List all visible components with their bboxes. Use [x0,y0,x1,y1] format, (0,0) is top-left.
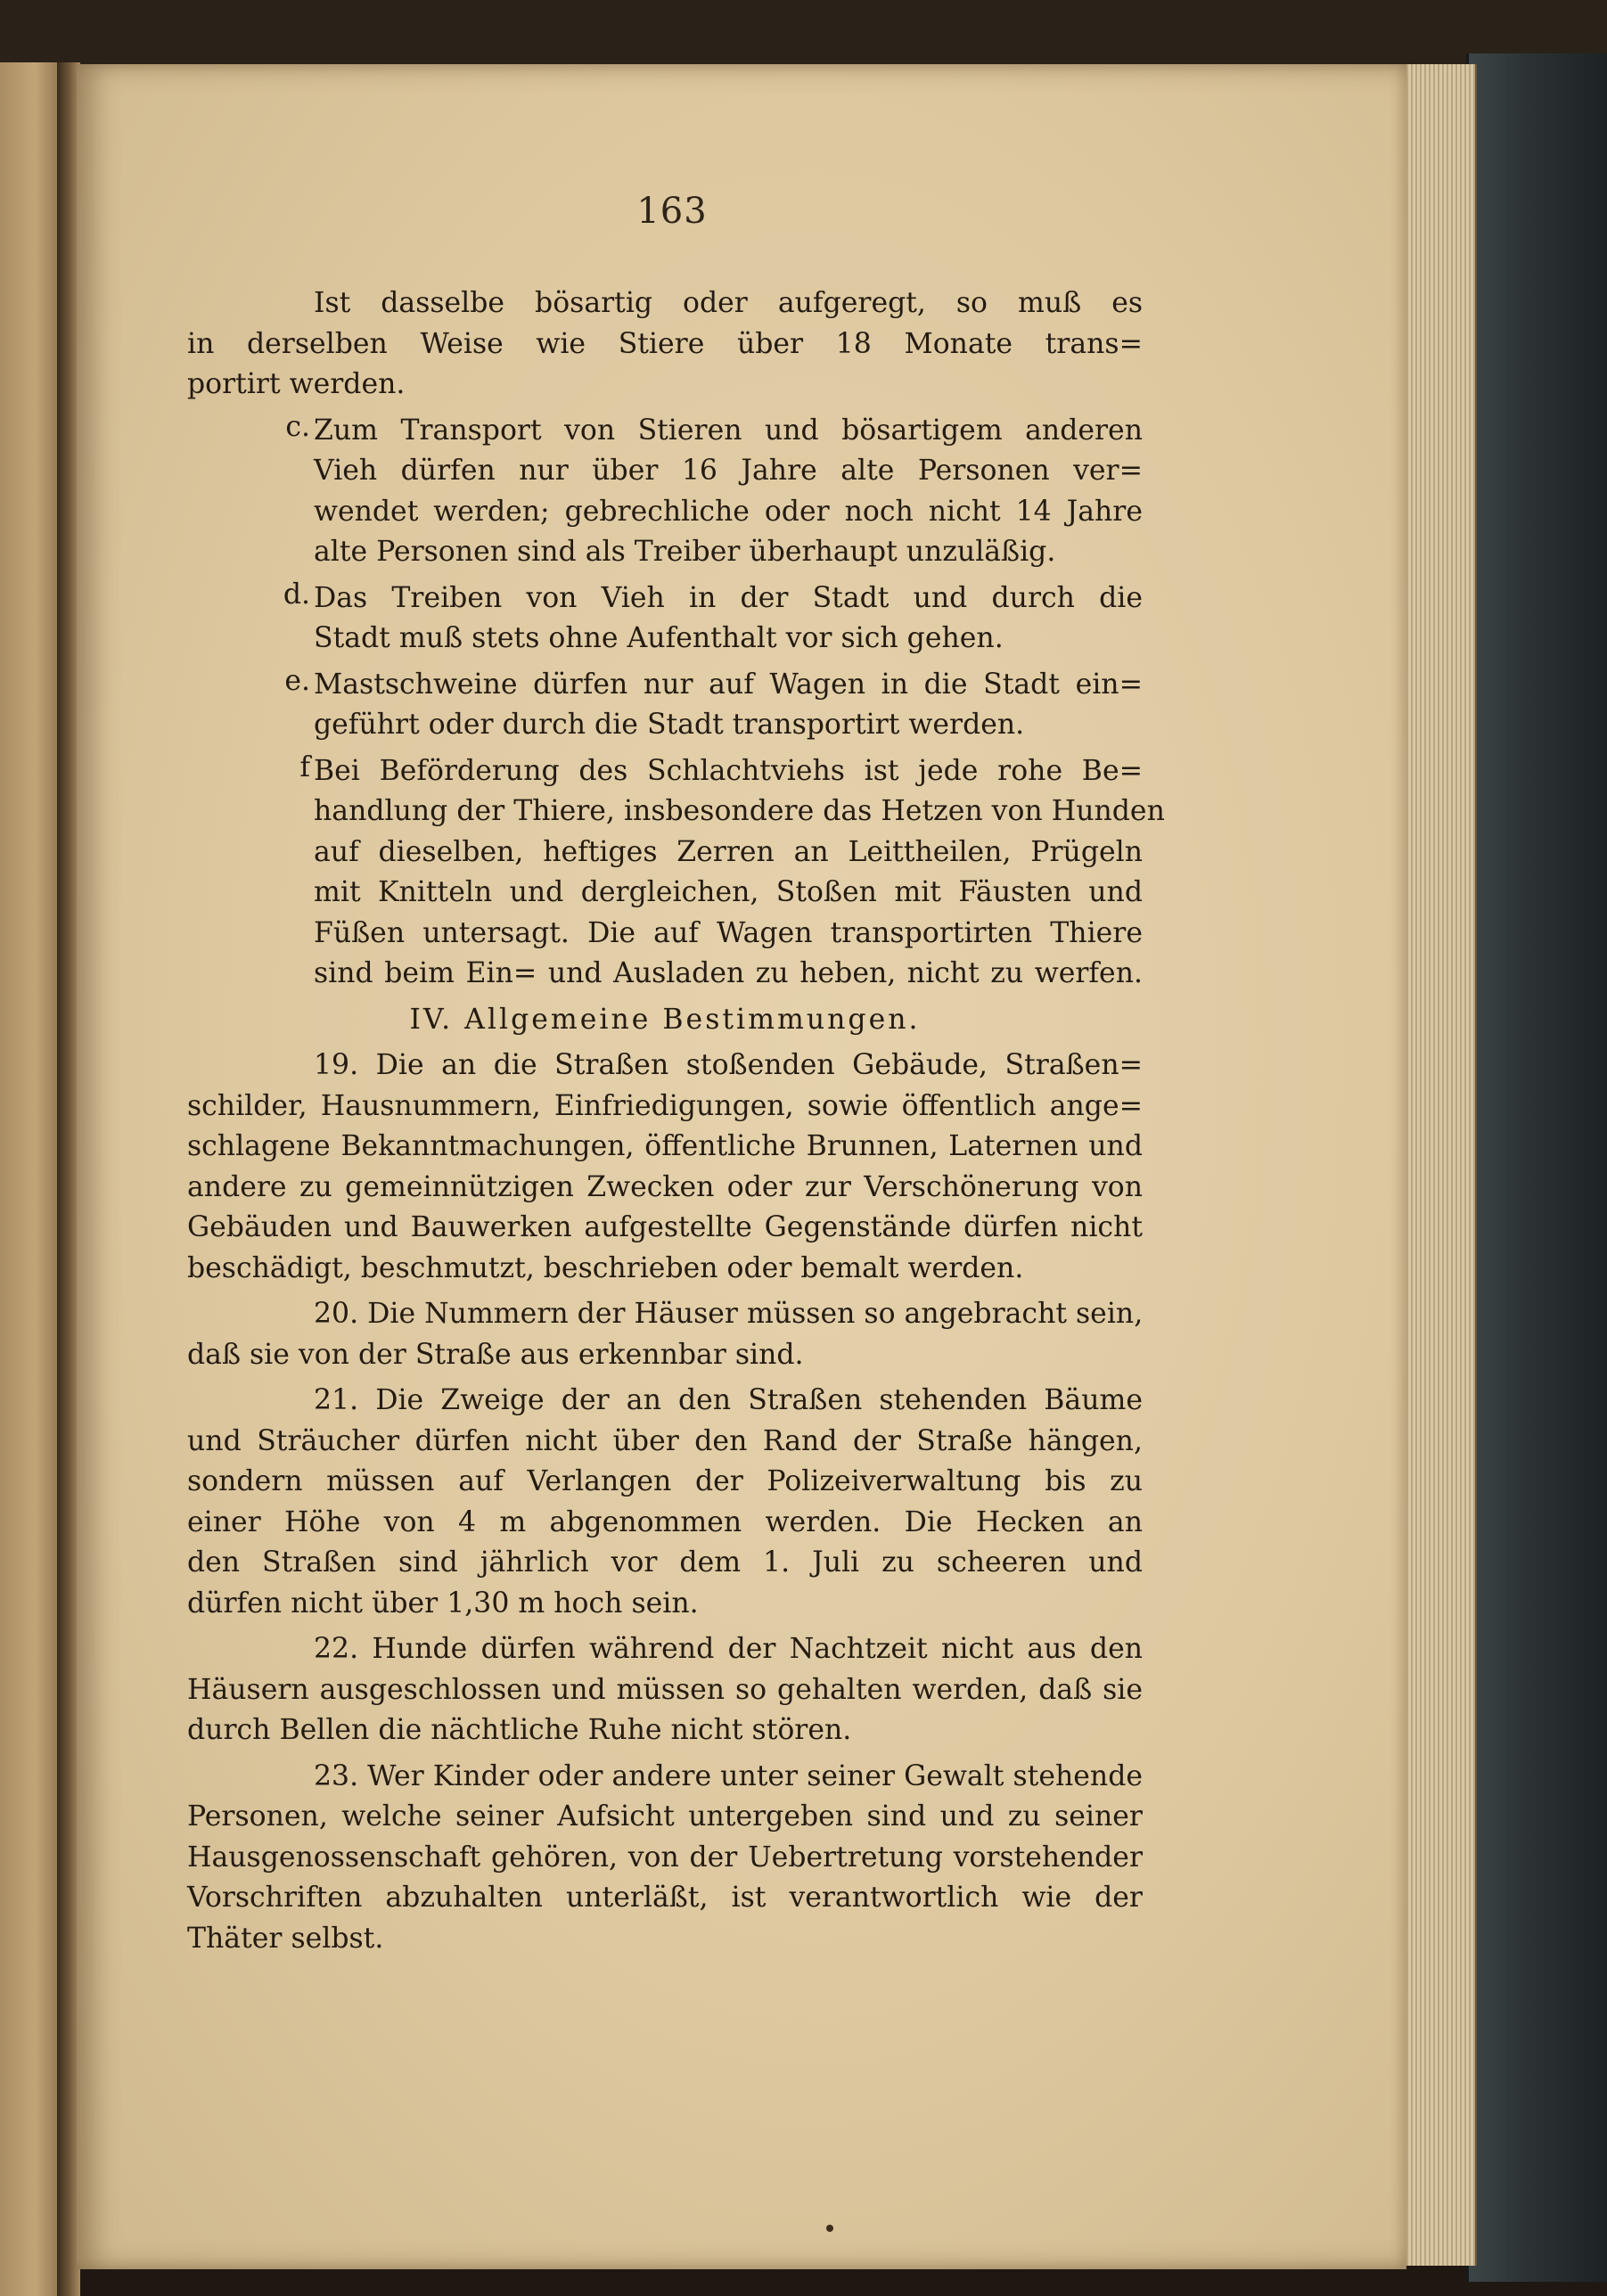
list-marker: c. [285,410,310,443]
text-line: sondern müssen auf Verlangen der Polizeiverwaltung bis zu [187,1465,1143,1497]
text-line: Vorschriften abzuhalten unterläßt, ist verantwortlich wie der [187,1882,1143,1914]
text-line: einer Höhe von 4 m abgenommen werden. Die Hecken an [187,1505,1143,1538]
text-line: geführt oder durch die Stadt transportirt werden. [314,709,1025,741]
text-line: andere zu gemeinnützigen Zwecken oder zur Verschönerung von [187,1170,1143,1203]
continuation-paragraph [187,283,1143,406]
text-line: daß sie von der Straße aus erkennbar sind. [187,1338,804,1371]
book-cover [1466,53,1607,2282]
text-line: portirt werden. [187,368,406,400]
section-heading: IV. Allgemeine Bestimmungen. [409,1003,921,1036]
text-line: Hausgenossenschaft gehören, von der Uebertretung vorstehender [187,1841,1143,1874]
text-line: schlagene Bekanntmachungen, öffentliche Brunnen, Laternen und [187,1130,1143,1162]
list-marker: e. [284,664,310,697]
text-line: Ist dasselbe bösartig oder aufgeregt, so muß es [314,287,1143,319]
text-line: alte Personen sind als Treiber überhaupt unzuläßig. [314,536,1056,568]
page-stack-edge [1404,64,1477,2266]
list-item-f [187,750,1165,995]
paragraph-21 [187,1381,1143,1624]
text-line: durch Bellen die nächtliche Ruhe nicht stören. [187,1714,852,1746]
text-line: wendet werden; gebrechliche oder noch nicht 14 Jahre [314,495,1143,528]
list-item-d [187,578,1143,660]
text-line: Personen, welche seiner Aufsicht untergeben sind und zu seiner [187,1800,1143,1833]
paragraph-20 [187,1294,1143,1375]
text-line: mit Knitteln und dergleichen, Stoßen mit Fäusten und [314,876,1143,908]
text-line: Vieh dürfen nur über 16 Jahre alte Personen ver= [314,455,1143,487]
list-marker: f [299,750,310,783]
paragraph-22 [187,1629,1143,1751]
text-line: Gebäuden und Bauwerken aufgestellte Gegenstände dürfen nicht [187,1211,1143,1243]
text-line: und Sträucher dürfen nicht über den Rand der Straße hängen, [187,1424,1143,1457]
text-line: den Straßen sind jährlich vor dem 1. Juli zu scheeren und [187,1546,1143,1578]
list-marker: d. [283,578,310,611]
text-line: beschädigt, beschmutzt, beschrieben oder bemalt werden. [187,1251,1024,1284]
text-line: Füßen untersagt. Die auf Wagen transportirten Thiere [314,916,1143,949]
page-text [187,283,1165,1959]
text-line: handlung der Thiere, insbesondere das Hetzen von Hunden [314,795,1165,827]
text-line: sind beim Ein= und Ausladen zu heben, nicht zu werfen. [314,957,1143,989]
text-line: 21. Die Zweige der an den Straßen stehenden Bäume [314,1384,1143,1416]
text-line: Bei Beförderung des Schlachtviehs ist jede rohe Be= [314,754,1143,787]
list-item-c [187,411,1143,573]
text-line: dürfen nicht über 1,30 m hoch sein. [187,1587,699,1620]
facing-page-edge [0,62,64,2296]
text-line: auf dieselben, heftiges Zerren an Leittheilen, Prügeln [314,835,1143,868]
text-line: Thäter selbst. [187,1922,384,1955]
text-line: Stadt muß stets ohne Aufenthalt vor sich gehen. [314,622,1004,654]
ink-dot [826,2225,833,2232]
text-line: 22. Hunde dürfen während der Nachtzeit nicht aus den [314,1633,1143,1665]
text-line: Zum Transport von Stieren und bösartigem anderen [314,414,1143,447]
page-number: 163 [636,191,708,232]
text-line: in derselben Weise wie Stiere über 18 Monate trans= [187,327,1143,360]
text-line: 23. Wer Kinder oder andere unter seiner Gewalt stehende [314,1759,1143,1792]
text-line: schilder, Hausnummern, Einfriedigungen, sowie öffentlich ange= [187,1089,1143,1122]
paragraph-23 [187,1757,1143,1960]
text-line: Das Treiben von Vieh in der Stadt und durch die [314,581,1143,614]
paragraph-19 [187,1046,1143,1289]
list-item-e [187,665,1143,746]
text-line: 19. Die an die Straßen stoßenden Gebäude, Straßen= [314,1049,1143,1081]
text-line: Mastschweine dürfen nur auf Wagen in die Stadt ein= [314,668,1143,701]
text-line: 20. Die Nummern der Häuser müssen so angebracht sein, [314,1298,1144,1330]
text-line: Häusern ausgeschlossen und müssen so gehalten werden, daß sie [187,1673,1143,1706]
